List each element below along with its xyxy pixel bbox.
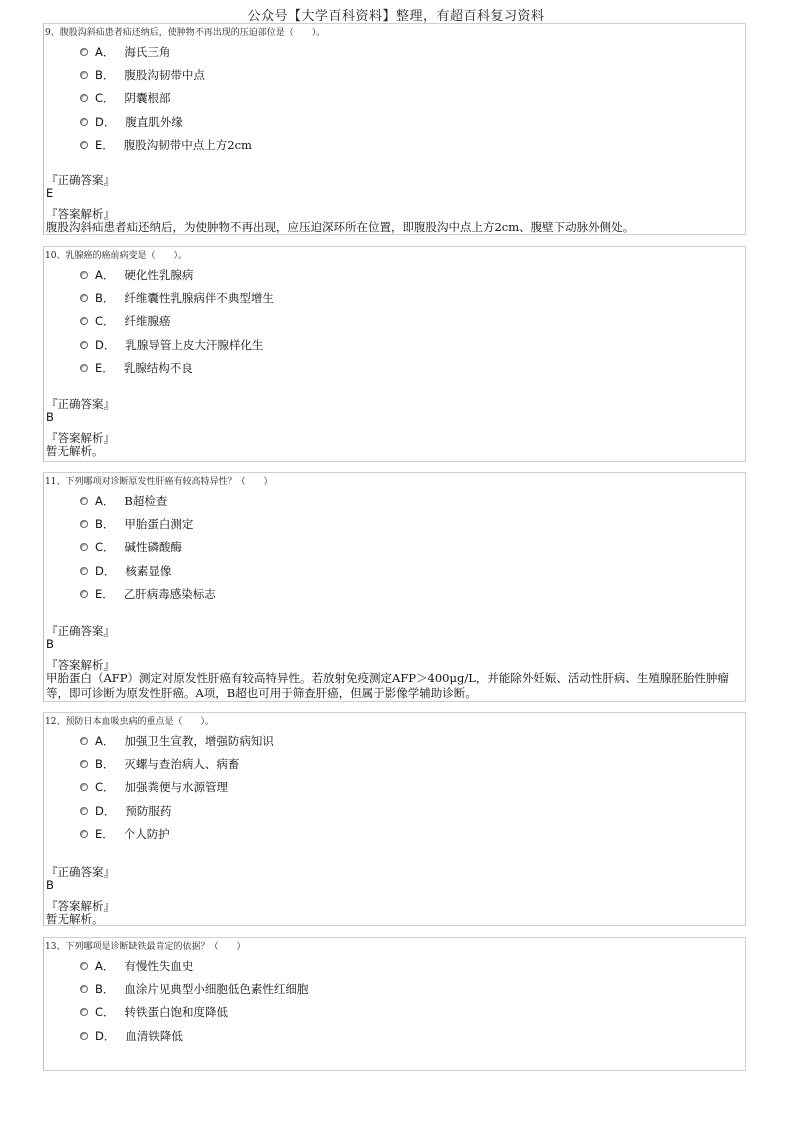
option-letter: B． — [95, 516, 115, 531]
option-letter: B． — [95, 290, 115, 305]
option-letter: B． — [95, 67, 115, 82]
option-d[interactable] — [80, 559, 216, 582]
radio-icon[interactable] — [80, 271, 88, 279]
option-c[interactable] — [80, 536, 216, 559]
options-list — [80, 954, 308, 1047]
options-list — [80, 729, 274, 845]
option-c[interactable] — [80, 1001, 308, 1024]
radio-icon[interactable] — [80, 985, 88, 993]
option-text: 血清铁降低 — [125, 1028, 183, 1043]
option-text: 乙肝病毒感染标志 — [123, 586, 216, 601]
correct-answer-value: E — [46, 186, 54, 200]
question-card — [43, 23, 746, 235]
option-a[interactable] — [80, 489, 216, 512]
option-text: 纤维腺癌 — [124, 314, 171, 329]
correct-answer-label: 『正确答案』 — [46, 624, 115, 638]
option-text: 腹股沟韧带中点上方2cm — [123, 137, 252, 152]
option-e[interactable] — [80, 822, 274, 845]
option-letter: E． — [95, 586, 114, 601]
option-a[interactable] — [80, 40, 252, 63]
option-d[interactable] — [80, 1024, 308, 1047]
option-text: 个人防护 — [123, 826, 170, 841]
radio-icon[interactable] — [80, 48, 88, 56]
question-card — [43, 937, 746, 1071]
option-text: 血涂片见典型小细胞低色素性红细胞 — [124, 981, 309, 996]
correct-answer-label: 『正确答案』 — [46, 397, 115, 411]
option-letter: B． — [95, 981, 115, 996]
radio-icon[interactable] — [80, 520, 88, 528]
option-b[interactable] — [80, 512, 216, 535]
option-letter: C． — [95, 1005, 115, 1020]
option-text: 腹直肌外缘 — [125, 114, 183, 129]
radio-icon[interactable] — [80, 118, 88, 126]
analysis-text: 甲胎蛋白（AFP）测定对原发性肝癌有较高特异性。若放射免疫测定AFP＞400μg/L，并能除外妊娠、活动性肝病、生殖腺胚胎性肿瘤等，即可诊断为原发性肝癌。A项，B超也可用于筛查肝癌，但属于影像学辅助诊断。 — [46, 671, 729, 700]
analysis-label: 『答案解析』 — [46, 207, 115, 221]
option-letter: E． — [95, 360, 114, 375]
question-title: 9、腹股沟斜疝患者疝还纳后，使肿物不再出现的压迫部位是（ ）。 — [45, 28, 326, 38]
option-text: B超检查 — [124, 493, 168, 508]
option-letter: D． — [95, 563, 116, 578]
question-card — [43, 246, 746, 462]
analysis-label: 『答案解析』 — [46, 658, 115, 672]
radio-icon[interactable] — [80, 783, 88, 791]
option-letter: D． — [95, 337, 116, 352]
radio-icon[interactable] — [80, 567, 88, 575]
radio-icon[interactable] — [80, 71, 88, 79]
options-list — [80, 489, 216, 605]
option-letter: C． — [95, 780, 115, 795]
radio-icon[interactable] — [80, 1008, 88, 1016]
option-text: 灭螺与查治病人、病畜 — [124, 756, 240, 771]
option-letter: C． — [95, 91, 115, 106]
radio-icon[interactable] — [80, 830, 88, 838]
option-letter: E． — [95, 137, 114, 152]
radio-icon[interactable] — [80, 141, 88, 149]
radio-icon[interactable] — [80, 341, 88, 349]
correct-answer-label: 『正确答案』 — [46, 865, 115, 879]
option-text: 加强粪便与水源管理 — [124, 780, 229, 795]
option-b[interactable] — [80, 977, 308, 1000]
option-text: 预防服药 — [125, 803, 172, 818]
option-letter: A． — [95, 44, 115, 59]
question-title: 10、乳腺癌的癌前病变是（ ）。 — [45, 251, 187, 261]
option-letter: C． — [95, 314, 115, 329]
option-e[interactable] — [80, 582, 216, 605]
option-text: 核素显像 — [125, 563, 172, 578]
option-c[interactable] — [80, 87, 252, 110]
option-text: 腹股沟韧带中点 — [124, 67, 205, 82]
option-text: 乳腺导管上皮大汗腺样化生 — [125, 337, 264, 352]
option-b[interactable] — [80, 286, 274, 309]
option-b[interactable] — [80, 752, 274, 775]
option-text: 纤维囊性乳腺病伴不典型增生 — [124, 290, 274, 305]
option-d[interactable] — [80, 110, 252, 133]
question-title: 11、下列哪项对诊断原发性肝癌有较高特异性？（ ） — [45, 477, 273, 487]
option-a[interactable] — [80, 954, 308, 977]
option-letter: D． — [95, 803, 116, 818]
option-letter: A． — [95, 733, 115, 748]
radio-icon[interactable] — [80, 590, 88, 598]
option-c[interactable] — [80, 310, 274, 333]
radio-icon[interactable] — [80, 94, 88, 102]
analysis-label: 『答案解析』 — [46, 431, 115, 445]
correct-answer-value: B — [46, 410, 54, 424]
option-c[interactable] — [80, 776, 274, 799]
option-letter: B． — [95, 756, 115, 771]
option-text: 转铁蛋白饱和度降低 — [124, 1005, 229, 1020]
option-letter: C． — [95, 540, 115, 555]
radio-icon[interactable] — [80, 737, 88, 745]
correct-answer-label: 『正确答案』 — [46, 173, 115, 187]
radio-icon[interactable] — [80, 364, 88, 372]
option-text: 硬化性乳腺病 — [124, 267, 194, 282]
option-d[interactable] — [80, 333, 274, 356]
question-card — [43, 472, 746, 702]
correct-answer-value: B — [46, 878, 54, 892]
option-text: 有慢性失血史 — [124, 958, 194, 973]
options-list — [80, 40, 252, 156]
radio-icon[interactable] — [80, 317, 88, 325]
analysis-text: 暂无解析。 — [46, 912, 104, 926]
option-letter: A． — [95, 493, 115, 508]
option-letter: A． — [95, 267, 115, 282]
options-list — [80, 263, 274, 379]
analysis-label: 『答案解析』 — [46, 899, 115, 913]
option-a[interactable] — [80, 263, 274, 286]
radio-icon[interactable] — [80, 1032, 88, 1040]
radio-icon[interactable] — [80, 543, 88, 551]
option-text: 阴囊根部 — [124, 91, 171, 106]
analysis-text: 暂无解析。 — [46, 444, 104, 458]
option-text: 甲胎蛋白测定 — [124, 516, 194, 531]
radio-icon[interactable] — [80, 497, 88, 505]
option-text: 乳腺结构不良 — [123, 360, 193, 375]
page-header: 公众号【大学百科资料】整理，有超百科复习资料 — [247, 9, 545, 24]
option-a[interactable] — [80, 729, 274, 752]
radio-icon[interactable] — [80, 807, 88, 815]
option-letter: E． — [95, 826, 114, 841]
option-letter: A． — [95, 958, 115, 973]
option-d[interactable] — [80, 799, 274, 822]
radio-icon[interactable] — [80, 294, 88, 302]
option-e[interactable] — [80, 133, 252, 156]
option-text: 加强卫生宣教，增强防病知识 — [124, 733, 274, 748]
option-text: 碱性磷酸酶 — [124, 540, 183, 555]
correct-answer-value: B — [46, 637, 54, 651]
option-b[interactable] — [80, 63, 252, 86]
question-card — [43, 712, 746, 926]
option-letter: D． — [95, 114, 116, 129]
radio-icon[interactable] — [80, 760, 88, 768]
option-letter: D． — [95, 1028, 116, 1043]
question-title: 13、下列哪项是诊断缺铁最肯定的依据？（ ） — [45, 942, 246, 952]
analysis-text: 腹股沟斜疝患者疝还纳后，为使肿物不再出现，应压迫深环所在位置，即腹股沟中点上方2cm、腹壁下动脉外侧处。 — [46, 220, 635, 234]
question-title: 12、预防日本血吸虫病的重点是（ ）。 — [45, 717, 214, 727]
option-e[interactable] — [80, 356, 274, 379]
radio-icon[interactable] — [80, 962, 88, 970]
option-text: 海氏三角 — [124, 44, 171, 59]
